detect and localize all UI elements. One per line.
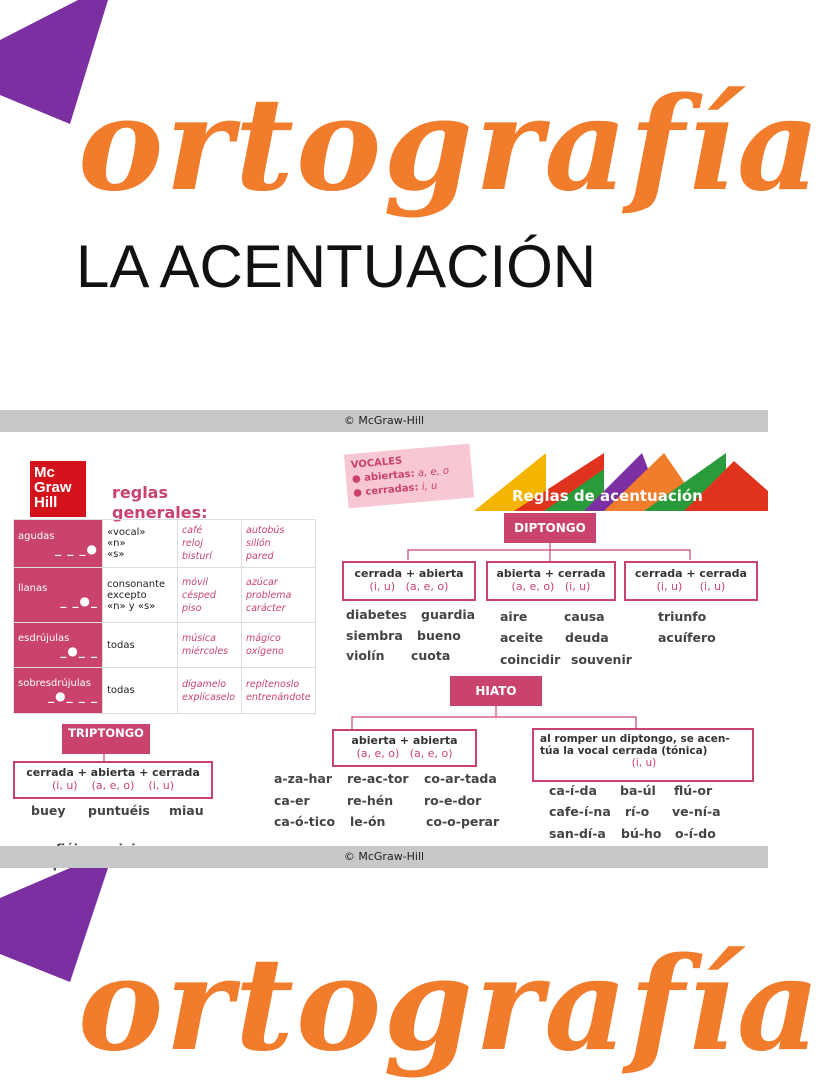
list-item: cuota xyxy=(411,648,451,663)
list-item: souvenir xyxy=(571,652,632,667)
diptongo-box-1: cerrada + abierta (i, u) (a, e, o) xyxy=(342,561,476,601)
mcgraw-hill-logo: Mc Graw Hill xyxy=(30,461,86,517)
list-item: miau xyxy=(169,803,204,818)
triptongo-label: TRIPTONGO xyxy=(62,724,150,754)
triptongo-box: cerrada + abierta + cerrada (i, u) (a, e, o) (i, u) xyxy=(13,761,213,799)
page-title: LA ACENTUACIÓN xyxy=(76,233,597,300)
list-item: siembra xyxy=(346,628,403,643)
reglas-slide xyxy=(0,433,768,846)
table-row: sobresdrújulas _●_ _ _ todas dígamelo explícaselo repítenoslo entrenándote xyxy=(14,668,316,714)
list-item: violín xyxy=(346,648,385,663)
list-item: ca-ó-tico xyxy=(274,814,336,829)
list-item: flú-or xyxy=(674,783,713,798)
list-item: causa xyxy=(564,609,605,624)
list-item: ca-í-da xyxy=(549,783,597,798)
list-item: ba-úl xyxy=(620,783,656,798)
list-item: rí-o xyxy=(625,804,650,819)
list-item: aceite xyxy=(500,630,544,645)
next-cover-slide xyxy=(0,868,822,1080)
list-item: a-za-har xyxy=(274,771,333,786)
list-item: san-dí-a xyxy=(549,826,606,841)
list-item: re-ac-tor xyxy=(347,771,409,786)
script-title: ortografía xyxy=(78,930,822,1080)
list-item: re-hén xyxy=(347,793,394,808)
list-item: puntuéis xyxy=(88,803,150,818)
banner-title: Reglas de acentuación xyxy=(512,487,703,505)
list-item: coincidir xyxy=(500,652,561,667)
list-item: diabetes xyxy=(346,607,407,622)
diptongo-label: DIPTONGO xyxy=(504,513,596,543)
list-item: aire xyxy=(500,609,528,624)
reglas-title: reglas generales: xyxy=(112,483,208,522)
list-item: co-ar-tada xyxy=(424,771,497,786)
diptongo-box-3: cerrada + cerrada (i, u) (i, u) xyxy=(624,561,758,601)
hiato-label: HIATO xyxy=(450,676,542,706)
list-item: ca-er xyxy=(274,793,310,808)
list-item: triunfo xyxy=(658,609,707,624)
list-item: acuífero xyxy=(658,630,716,645)
script-title: ortografía xyxy=(78,70,822,220)
diptongo-box-2: abierta + cerrada (a, e, o) (i, u) xyxy=(486,561,616,601)
list-item: ro-e-dor xyxy=(424,793,482,808)
table-row: esdrújulas _●_ _ todas música miércoles mágico oxígeno xyxy=(14,623,316,668)
list-item: deuda xyxy=(565,630,609,645)
list-item: le-ón xyxy=(350,814,386,829)
hiato-box-2: al romper un diptongo, se acen-túa la vocal cerrada (tónica) (i, u) xyxy=(532,728,754,782)
list-item: guardia xyxy=(421,607,476,622)
list-item: bueno xyxy=(417,628,461,643)
hiato-box-1: abierta + abierta (a, e, o) (a, e, o) xyxy=(332,729,477,767)
list-item: bú-ho xyxy=(621,826,662,841)
list-item: o-í-do xyxy=(675,826,716,841)
vocales-note: VOCALES ● abiertas: a, e, o ● cerradas: i, u xyxy=(344,444,474,509)
table-row: agudas _ _ _● «vocal» «n» «s» café reloj bisturí autobús sillón pared xyxy=(14,520,316,568)
cover-slide xyxy=(0,0,822,410)
copyright-bar-bottom: © McGraw-Hill xyxy=(0,846,768,868)
list-item: cafe-í-na xyxy=(549,804,611,819)
table-row: llanas _ _●_ consonante excepto «n» y «s» móvil césped piso azúcar problema carácter xyxy=(14,568,316,623)
list-item: buey xyxy=(31,803,66,818)
list-item: ve-ní-a xyxy=(672,804,721,819)
list-item: co-o-perar xyxy=(426,814,500,829)
copyright-bar-top: © McGraw-Hill xyxy=(0,410,768,432)
